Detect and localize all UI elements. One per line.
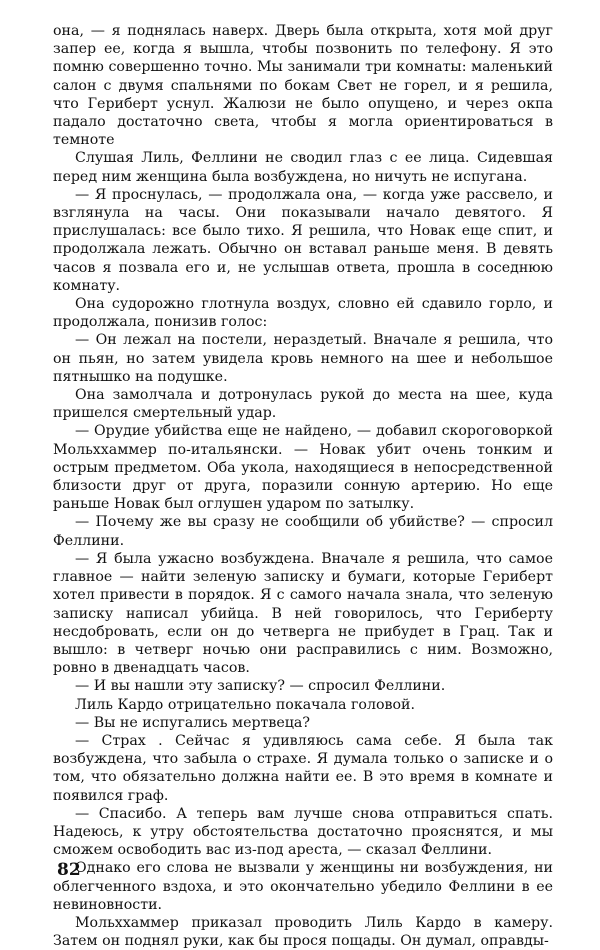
paragraph: — Он лежал на постели, нераздетый. Вначале я решила, что он пьян, но затем увидела кровь немного на шее и небольшое пятнышко на подушке. <box>53 332 553 385</box>
paragraph: — Почему же вы сразу не сообщили об убийстве? — спросил Феллини. <box>53 514 553 549</box>
paragraph: — Страх . Сейчас я удивляюсь сама себе. Я была так возбуждена, что забыла о страхе. Я думала только о записке и о том, что обязательно должна найти ее. В это время в комнате и появился граф. <box>53 732 553 804</box>
book-page-text <box>53 22 553 950</box>
page-number: 82 <box>57 860 81 880</box>
paragraph: Она судорожно глотнула воздух, словно ей сдавило горло, и продолжала, понизив голос: <box>53 296 553 331</box>
paragraph: Слушая Лиль, Феллини не сводил глаз с ее лица. Сидевшая перед ним женщина была возбуждена, но ничуть не испугана. <box>53 150 553 185</box>
paragraph: Мольххаммер приказал проводить Лиль Кардо в камеру. Затем он поднял руки, как бы прося пощады. Он думал, оправды- <box>53 914 553 950</box>
paragraph: — Я была ужасно возбуждена. Вначале я решила, что самое главное — найти зеленую записку и бумаги, которые Гериберт хотел привести в порядок. Я с самого начала знала, что зеленую записку написал убийца. В ней говорилось, что Гериберту несдобровать, если он до четверга не прибудет в Грац. Так и вышло: в четверг ночью они расправились с ним. Возможно, ровно в двенадцать часов. <box>53 550 553 677</box>
paragraph: она, — я поднялась наверх. Дверь была открыта, хотя мой друг запер ее, когда я вышла, чтобы позвонить по телефону. Я это помню совершенно точно. Мы занимали три комнаты: маленький салон с двумя спальнями по бокам Свет не горел, и я решила, что Гериберт уснул. Жалюзи не было опущено, и через окпа падало достаточно света, чтобы я могла ориентироваться в темноте <box>53 23 553 149</box>
paragraph: Она замолчала и дотронулась рукой до места на шее, куда пришелся смертельный удар. <box>53 387 553 422</box>
paragraph: — Вы не испугались мертвеца? <box>75 714 310 731</box>
paragraph: — Я проснулась, — продолжала она, — когда уже рассвело, и взглянула на часы. Они показывали начало девятого. Я прислушалась: все было тихо. Я решила, что Новак еще спит, и продолжала лежать. Обычно он вставал раньше меня. В девять часов я позвала его и, не услышав ответа, прошла в соседнюю комнату. <box>53 186 553 294</box>
paragraph: — Орудие убийства еще не найдено, — добавил скороговоркой Мольххаммер по-итальянски. — Новак убит очень тонким и острым предметом. Оба укола, находящиеся в непосредственной близости друг от друга, поразили сонную артерию. Но еще раньше Новак был оглушен ударом по затылку. <box>53 423 553 513</box>
paragraph: — И вы нашли эту записку? — спросил Феллини. <box>75 678 446 695</box>
paragraph: Лиль Кардо отрицательно покачала головой. <box>75 696 416 713</box>
paragraph: — Спасибо. А теперь вам лучше снова отправиться спать. Надеюсь, к утру обстоятельства достаточно прояснятся, и мы сможем освободить вас из-под ареста, — сказал Феллини. <box>53 805 553 859</box>
paragraph: Однако его слова не вызвали у женщины ни возбуждения, ни облегченного вздоха, и это окончательно убедило Феллини в ее невиновности. <box>53 860 553 913</box>
